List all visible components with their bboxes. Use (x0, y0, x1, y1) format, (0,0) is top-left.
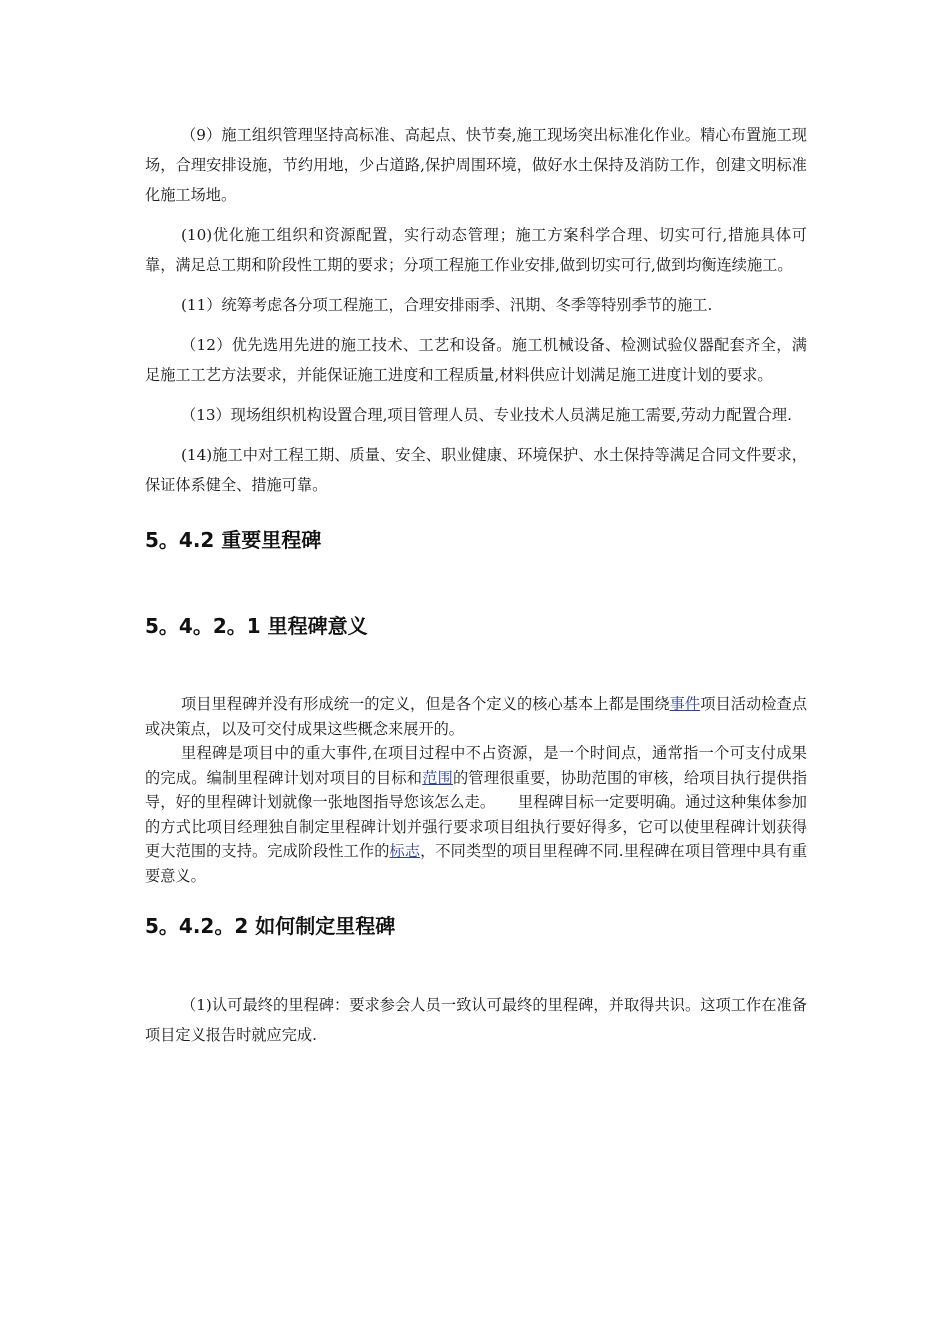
document-page (145, 120, 807, 1050)
section-heading-5-4-2-1: 5。4。2。1 里程碑意义 (145, 614, 368, 638)
paragraph-item-11: (11）统筹考虑各分项工程施工，合理安排雨季、汛期、冬季等特别季节的施工. (181, 296, 713, 314)
section-heading-5-4-2: 5。4.2 重要里程碑 (145, 528, 322, 552)
paragraph-item-10: (10)优化施工组织和资源配置，实行动态管理；施工方案科学合理、切实可行,措施具体可靠，满足总工期和阶段性工期的要求；分项工程施工作业安排,做到切实可行,做到均衡连续施工。 (145, 226, 807, 274)
paragraph-item-9: （9）施工组织管理坚持高标准、高起点、快节奏,施工现场突出标准化作业。精心布置施工现场，合理安排设施，节约用地，少占道路,保护周围环境，做好水土保持及消防工作，创建文明标准化施工场地。 (145, 126, 807, 204)
text-run: ，不同类型的项目里程碑不同.里程碑在项目管理中具有重要意义。 (145, 842, 808, 885)
text-run: 项目里程碑并没有形成统一的定义，但是各个定义的核心基本上都是围绕 (181, 695, 670, 713)
section-heading-5-4-2-2: 5。4.2。2 如何制定里程碑 (145, 914, 396, 938)
text-run: 项目活动检查点或决策点，以及可交付成果这些概念来展开的。 (145, 695, 808, 738)
milestone-meaning-paragraph-2 (145, 741, 807, 888)
text-run: 里程碑是项目中的重大事件,在项目过程中不占资源，是一个时间点，通常指一个可支付成果的完成。编制里程碑计划对项目的目标和 (145, 744, 807, 787)
paragraph-item-14: (14)施工中对工程工期、质量、安全、职业健康、环境保护、水土保持等满足合同文件要求，保证体系健全、措施可靠。 (145, 446, 807, 494)
text-run: 的管理很重要，协助范围的审核，给项目执行提供指导，好的里程碑计划就像一张地图指导您该怎么走。 里程碑目标一定要明确。通过这种集体参加的方式比项目经理独自制定里程碑计划并强行要求项目组执行要好得多，它可以使里程碑计划获得更大范围的支持。完成阶段性工作的 (145, 768, 808, 860)
marker-link[interactable]: 标志 (389, 842, 421, 860)
milestone-meaning-paragraph-1 (145, 692, 807, 741)
howto-item-1: （1)认可最终的里程碑：要求参会人员一致认可最终的里程碑，并取得共识。这项工作在准备项目定义报告时就应完成. (145, 996, 807, 1044)
paragraph-item-12: （12）优先选用先进的施工技术、工艺和设备。施工机械设备、检测试验仪器配套齐全，满足施工工艺方法要求，并能保证施工进度和工程质量,材料供应计划满足施工进度计划的要求。 (145, 336, 807, 384)
event-link[interactable]: 事件 (669, 695, 701, 713)
paragraph-item-13: （13）现场组织机构设置合理,项目管理人员、专业技术人员满足施工需要,劳动力配置合理. (181, 406, 792, 424)
scope-link[interactable]: 范围 (422, 768, 454, 787)
